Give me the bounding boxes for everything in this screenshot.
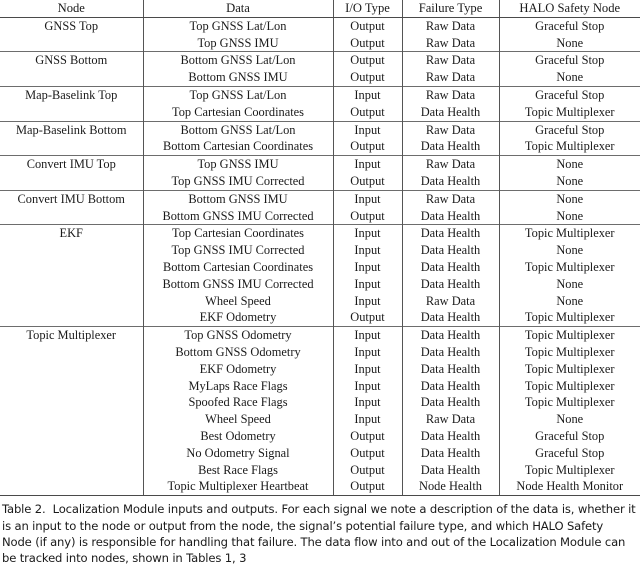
cell-failure-type: Raw Data bbox=[402, 121, 499, 138]
cell-io-type: Output bbox=[333, 478, 402, 495]
cell-node bbox=[0, 35, 143, 52]
cell-io-type: Input bbox=[333, 242, 402, 259]
cell-failure-type: Data Health bbox=[402, 327, 499, 344]
cell-node bbox=[0, 478, 143, 495]
cell-data: EKF Odometry bbox=[143, 309, 333, 326]
cell-data: Bottom GNSS IMU Corrected bbox=[143, 276, 333, 293]
cell-data: Wheel Speed bbox=[143, 411, 333, 428]
table-row bbox=[0, 327, 640, 344]
cell-data: Topic Multiplexer Heartbeat bbox=[143, 478, 333, 495]
cell-failure-type: Data Health bbox=[402, 344, 499, 361]
cell-io-type: Input bbox=[333, 411, 402, 428]
cell-node bbox=[0, 138, 143, 155]
cell-failure-type: Raw Data bbox=[402, 156, 499, 173]
table-row bbox=[0, 378, 640, 395]
cell-halo-safety-node: Graceful Stop bbox=[499, 445, 640, 462]
cell-node: EKF bbox=[0, 225, 143, 242]
table-header-row bbox=[0, 0, 640, 17]
column-header-data: Data bbox=[143, 0, 333, 17]
cell-data: Best Race Flags bbox=[143, 462, 333, 479]
column-header-halo-safety-node: HALO Safety Node bbox=[499, 0, 640, 17]
column-header-io-type: I/O Type bbox=[333, 0, 402, 17]
cell-node: GNSS Bottom bbox=[0, 52, 143, 69]
cell-data: Top GNSS Lat/Lon bbox=[143, 17, 333, 34]
cell-failure-type: Node Health bbox=[402, 478, 499, 495]
cell-halo-safety-node: Graceful Stop bbox=[499, 17, 640, 34]
cell-halo-safety-node: Graceful Stop bbox=[499, 121, 640, 138]
cell-node: Topic Multiplexer bbox=[0, 327, 143, 344]
table-row bbox=[0, 478, 640, 495]
cell-failure-type: Data Health bbox=[402, 394, 499, 411]
cell-io-type: Output bbox=[333, 428, 402, 445]
cell-halo-safety-node: None bbox=[499, 208, 640, 225]
cell-halo-safety-node: Topic Multiplexer bbox=[499, 138, 640, 155]
cell-node bbox=[0, 309, 143, 326]
cell-node bbox=[0, 242, 143, 259]
cell-node bbox=[0, 445, 143, 462]
cell-halo-safety-node: None bbox=[499, 242, 640, 259]
cell-halo-safety-node: Node Health Monitor bbox=[499, 478, 640, 495]
cell-halo-safety-node: None bbox=[499, 190, 640, 207]
cell-data: Bottom Cartesian Coordinates bbox=[143, 138, 333, 155]
cell-failure-type: Raw Data bbox=[402, 411, 499, 428]
cell-failure-type: Data Health bbox=[402, 208, 499, 225]
cell-data: MyLaps Race Flags bbox=[143, 378, 333, 395]
cell-data: Best Odometry bbox=[143, 428, 333, 445]
cell-halo-safety-node: None bbox=[499, 35, 640, 52]
cell-failure-type: Data Health bbox=[402, 445, 499, 462]
cell-io-type: Input bbox=[333, 225, 402, 242]
cell-node: Map-Baselink Bottom bbox=[0, 121, 143, 138]
table-row bbox=[0, 394, 640, 411]
cell-failure-type: Raw Data bbox=[402, 69, 499, 86]
cell-node: GNSS Top bbox=[0, 17, 143, 34]
cell-halo-safety-node: Topic Multiplexer bbox=[499, 394, 640, 411]
table-row bbox=[0, 35, 640, 52]
table-row bbox=[0, 190, 640, 207]
cell-node: Convert IMU Bottom bbox=[0, 190, 143, 207]
cell-failure-type: Data Health bbox=[402, 259, 499, 276]
cell-halo-safety-node: Graceful Stop bbox=[499, 428, 640, 445]
cell-node bbox=[0, 293, 143, 310]
cell-data: EKF Odometry bbox=[143, 361, 333, 378]
cell-data: Top GNSS IMU Corrected bbox=[143, 242, 333, 259]
cell-data: Top GNSS IMU bbox=[143, 156, 333, 173]
cell-node bbox=[0, 173, 143, 190]
cell-failure-type: Data Health bbox=[402, 428, 499, 445]
cell-halo-safety-node: Topic Multiplexer bbox=[499, 309, 640, 326]
cell-halo-safety-node: Topic Multiplexer bbox=[499, 327, 640, 344]
cell-halo-safety-node: None bbox=[499, 276, 640, 293]
cell-failure-type: Data Health bbox=[402, 242, 499, 259]
cell-halo-safety-node: Graceful Stop bbox=[499, 86, 640, 103]
cell-io-type: Output bbox=[333, 69, 402, 86]
table-row bbox=[0, 462, 640, 479]
table-row bbox=[0, 445, 640, 462]
cell-io-type: Output bbox=[333, 208, 402, 225]
cell-io-type: Input bbox=[333, 121, 402, 138]
cell-failure-type: Data Health bbox=[402, 276, 499, 293]
cell-node bbox=[0, 411, 143, 428]
cell-node bbox=[0, 344, 143, 361]
table-row bbox=[0, 52, 640, 69]
table-head bbox=[0, 0, 640, 17]
cell-failure-type: Raw Data bbox=[402, 293, 499, 310]
cell-node bbox=[0, 276, 143, 293]
cell-data: Bottom GNSS IMU Corrected bbox=[143, 208, 333, 225]
table-row bbox=[0, 344, 640, 361]
cell-data: Top Cartesian Coordinates bbox=[143, 225, 333, 242]
cell-node bbox=[0, 428, 143, 445]
table-row bbox=[0, 259, 640, 276]
table-row bbox=[0, 138, 640, 155]
cell-halo-safety-node: Topic Multiplexer bbox=[499, 104, 640, 121]
cell-halo-safety-node: Topic Multiplexer bbox=[499, 259, 640, 276]
table-row bbox=[0, 225, 640, 242]
cell-data: Bottom GNSS IMU bbox=[143, 190, 333, 207]
table-row bbox=[0, 17, 640, 34]
table-body bbox=[0, 17, 640, 495]
cell-io-type: Output bbox=[333, 173, 402, 190]
cell-halo-safety-node: Graceful Stop bbox=[499, 52, 640, 69]
caption-text: Localization Module inputs and outputs. For each signal we note a description of the data is, whether it is an input to the node or output from the node, the signal’s potential failure type, and which HALO Safety Node (if any) is responsible for handling that failure. The data flow into and out of the Localization Module can be tracked into nodes, shown in Tables 1, 3 bbox=[2, 502, 636, 566]
cell-data: Bottom GNSS Odometry bbox=[143, 344, 333, 361]
figure-caption bbox=[2, 501, 636, 567]
cell-io-type: Input bbox=[333, 344, 402, 361]
cell-node: Convert IMU Top bbox=[0, 156, 143, 173]
table-row bbox=[0, 208, 640, 225]
cell-failure-type: Data Health bbox=[402, 309, 499, 326]
cell-failure-type: Data Health bbox=[402, 361, 499, 378]
cell-failure-type: Data Health bbox=[402, 378, 499, 395]
cell-halo-safety-node: Topic Multiplexer bbox=[499, 378, 640, 395]
table-row bbox=[0, 104, 640, 121]
cell-failure-type: Data Health bbox=[402, 173, 499, 190]
column-header-node: Node bbox=[0, 0, 143, 17]
cell-node bbox=[0, 69, 143, 86]
cell-io-type: Output bbox=[333, 309, 402, 326]
cell-failure-type: Data Health bbox=[402, 104, 499, 121]
table-row bbox=[0, 121, 640, 138]
cell-data: Bottom GNSS Lat/Lon bbox=[143, 121, 333, 138]
cell-node bbox=[0, 104, 143, 121]
cell-io-type: Output bbox=[333, 35, 402, 52]
table-row bbox=[0, 173, 640, 190]
table-row bbox=[0, 86, 640, 103]
cell-io-type: Input bbox=[333, 327, 402, 344]
cell-data: Top GNSS Odometry bbox=[143, 327, 333, 344]
cell-io-type: Output bbox=[333, 104, 402, 121]
table-row bbox=[0, 309, 640, 326]
cell-halo-safety-node: Topic Multiplexer bbox=[499, 462, 640, 479]
cell-node bbox=[0, 208, 143, 225]
cell-halo-safety-node: None bbox=[499, 69, 640, 86]
cell-failure-type: Raw Data bbox=[402, 52, 499, 69]
table-row bbox=[0, 156, 640, 173]
cell-io-type: Input bbox=[333, 190, 402, 207]
cell-halo-safety-node: Topic Multiplexer bbox=[499, 361, 640, 378]
cell-halo-safety-node: None bbox=[499, 411, 640, 428]
cell-node bbox=[0, 361, 143, 378]
cell-io-type: Input bbox=[333, 259, 402, 276]
cell-node: Map-Baselink Top bbox=[0, 86, 143, 103]
cell-data: No Odometry Signal bbox=[143, 445, 333, 462]
cell-data: Top GNSS IMU Corrected bbox=[143, 173, 333, 190]
cell-failure-type: Data Health bbox=[402, 462, 499, 479]
cell-data: Bottom GNSS IMU bbox=[143, 69, 333, 86]
cell-io-type: Input bbox=[333, 86, 402, 103]
cell-io-type: Output bbox=[333, 445, 402, 462]
cell-node bbox=[0, 462, 143, 479]
column-header-failure-type: Failure Type bbox=[402, 0, 499, 17]
cell-data: Top GNSS Lat/Lon bbox=[143, 86, 333, 103]
cell-failure-type: Data Health bbox=[402, 138, 499, 155]
table-row bbox=[0, 69, 640, 86]
cell-failure-type: Raw Data bbox=[402, 86, 499, 103]
table-row bbox=[0, 276, 640, 293]
cell-failure-type: Raw Data bbox=[402, 17, 499, 34]
cell-io-type: Input bbox=[333, 156, 402, 173]
cell-data: Spoofed Race Flags bbox=[143, 394, 333, 411]
cell-node bbox=[0, 259, 143, 276]
cell-halo-safety-node: Topic Multiplexer bbox=[499, 225, 640, 242]
cell-io-type: Input bbox=[333, 361, 402, 378]
cell-halo-safety-node: Topic Multiplexer bbox=[499, 344, 640, 361]
cell-data: Bottom Cartesian Coordinates bbox=[143, 259, 333, 276]
cell-data: Wheel Speed bbox=[143, 293, 333, 310]
cell-io-type: Output bbox=[333, 462, 402, 479]
table-row bbox=[0, 293, 640, 310]
cell-failure-type: Raw Data bbox=[402, 35, 499, 52]
caption-label: Table 2. bbox=[2, 502, 46, 517]
cell-failure-type: Raw Data bbox=[402, 190, 499, 207]
table-row bbox=[0, 242, 640, 259]
cell-data: Top GNSS IMU bbox=[143, 35, 333, 52]
cell-io-type: Input bbox=[333, 276, 402, 293]
cell-io-type: Input bbox=[333, 394, 402, 411]
cell-io-type: Output bbox=[333, 17, 402, 34]
cell-io-type: Input bbox=[333, 293, 402, 310]
cell-data: Bottom GNSS Lat/Lon bbox=[143, 52, 333, 69]
table-row bbox=[0, 361, 640, 378]
cell-halo-safety-node: None bbox=[499, 293, 640, 310]
cell-node bbox=[0, 378, 143, 395]
cell-io-type: Output bbox=[333, 52, 402, 69]
cell-node bbox=[0, 394, 143, 411]
cell-io-type: Output bbox=[333, 138, 402, 155]
cell-data: Top Cartesian Coordinates bbox=[143, 104, 333, 121]
table-row bbox=[0, 428, 640, 445]
cell-halo-safety-node: None bbox=[499, 156, 640, 173]
table-row bbox=[0, 411, 640, 428]
cell-halo-safety-node: None bbox=[499, 173, 640, 190]
cell-io-type: Input bbox=[333, 378, 402, 395]
cell-failure-type: Data Health bbox=[402, 225, 499, 242]
